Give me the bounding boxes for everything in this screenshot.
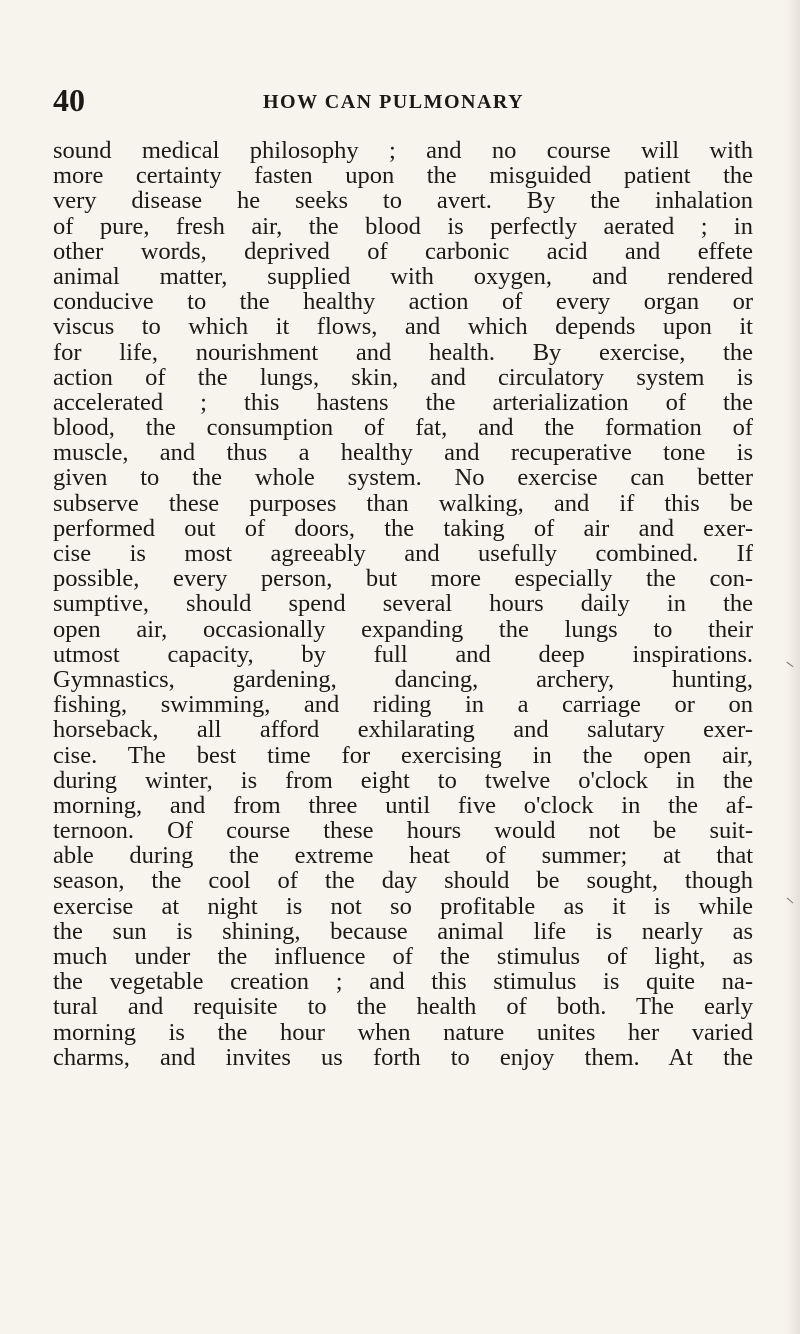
text-line: season, the cool of the day should be sought, though [53,867,753,895]
text-line: ternoon. Of course these hours would not be suit- [53,817,753,845]
text-line: during winter, is from eight to twelve o'clock in the [53,766,753,794]
text-line: viscus to which it flows, and which depends upon it [53,313,753,341]
text-line: more certainty fasten upon the misguided patient the [53,162,753,190]
text-line: exercise at night is not so profitable as it is while [53,892,753,920]
text-line: accelerated ; this hastens the arterialization of the [53,388,753,416]
text-line: charms, and invites us forth to enjoy them. At the [53,1043,753,1071]
body-text [53,138,753,1070]
text-line: blood, the consumption of fat, and the formation of [53,414,753,442]
text-line: conducive to the healthy action of every organ or [53,288,753,316]
text-line: morning, and from three until five o'clock in the af- [53,791,753,819]
page-number: 40 [53,82,85,118]
text-line: action of the lungs, skin, and circulatory system is [53,363,753,391]
text-line: fishing, swimming, and riding in a carriage or on [53,691,753,719]
text-line: given to the whole system. No exercise can better [53,464,753,492]
text-line: open air, occasionally expanding the lungs to their [53,615,753,643]
text-line: morning is the hour when nature unites her varied [53,1018,753,1046]
page-edge-shadow [786,0,800,1334]
text-line: sumptive, should spend several hours daily in the [53,590,753,618]
text-line: Gymnastics, gardening, dancing, archery, hunting, [53,665,753,693]
text-line: subserve these purposes than walking, and if this be [53,489,753,517]
text-line: much under the influence of the stimulus of light, as [53,943,753,970]
running-title: HOW CAN PULMONARY [263,91,525,113]
text-line: very disease he seeks to avert. By the inhalation [53,187,753,215]
text-line: able during the extreme heat of summer; at that [53,842,753,870]
text-line: muscle, and thus a healthy and recuperative tone is [53,439,753,467]
text-line: cise is most agreeably and usefully combined. If [53,540,753,567]
text-line: for life, nourishment and health. By exercise, the [53,338,753,366]
text-line: the vegetable creation ; and this stimulus is quite na- [53,968,753,996]
text-line: sound medical philosophy ; and no course will with [53,137,753,164]
text-line: other words, deprived of carbonic acid and effete [53,237,753,265]
text-line: cise. The best time for exercising in the open air, [53,741,753,769]
text-line: the sun is shining, because animal life is nearly as [53,917,753,945]
page-header [53,84,693,116]
text-line: animal matter, supplied with oxygen, and rendered [53,262,753,290]
text-line: possible, every person, but more especially the con- [53,565,753,593]
text-line: of pure, fresh air, the blood is perfectly aerated ; in [53,212,753,240]
text-line: tural and requisite to the health of both. The early [53,993,753,1021]
text-line: performed out of doors, the taking of air and exer- [53,514,753,542]
text-line: horseback, all afford exhilarating and salutary exer- [53,716,753,744]
text-line: utmost capacity, by full and deep inspirations. [53,640,753,668]
